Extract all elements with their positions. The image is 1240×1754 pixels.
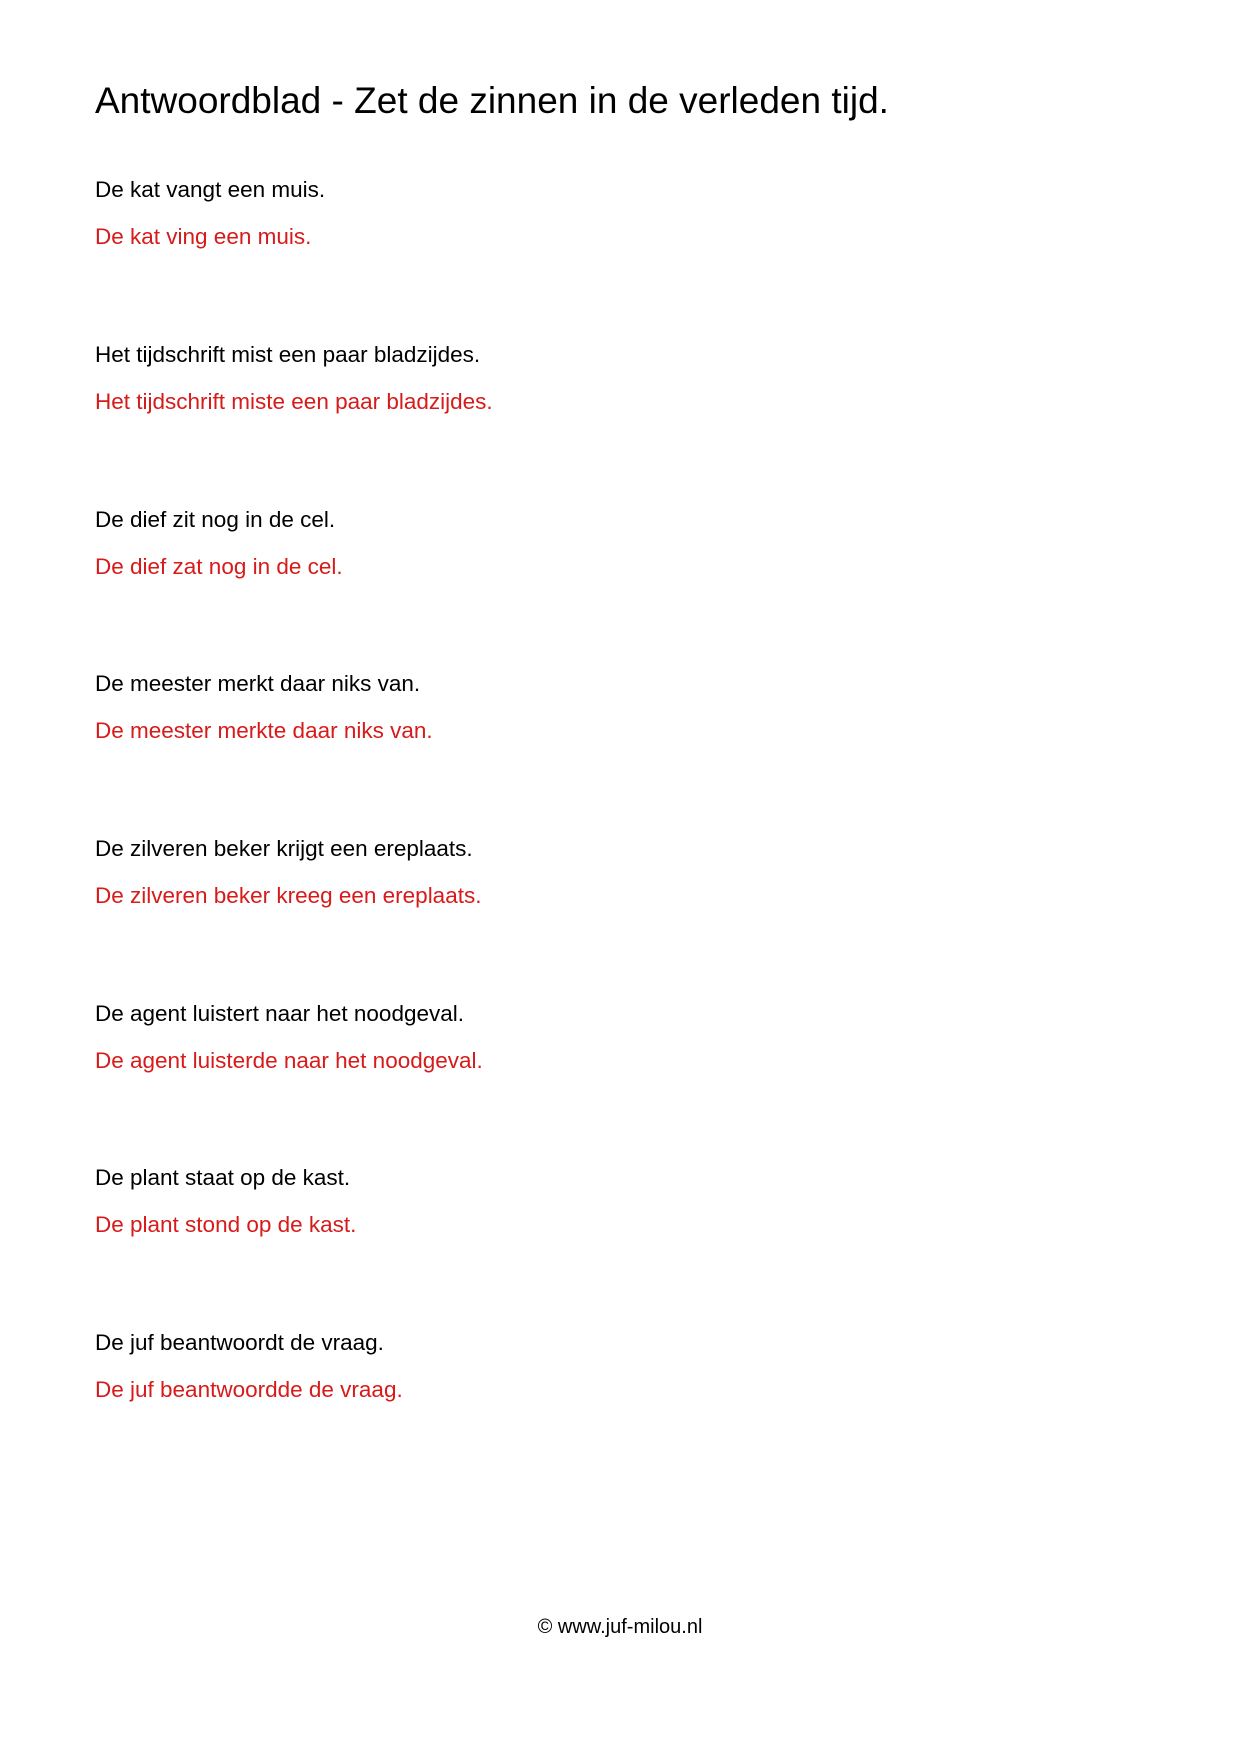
exercise-item-4 <box>95 669 1095 746</box>
answer-sentence: De meester merkte daar niks van. <box>95 718 433 743</box>
question-sentence: De dief zit nog in de cel. <box>95 507 336 532</box>
answer-sentence: De agent luisterde naar het noodgeval. <box>95 1048 483 1073</box>
exercise-item-1 <box>95 175 1095 252</box>
question-sentence: De meester merkt daar niks van. <box>95 671 421 696</box>
question-sentence: Het tijdschrift mist een paar bladzijdes. <box>95 342 481 367</box>
copyright-footer: © www.juf-milou.nl <box>537 1616 703 1638</box>
exercise-item-6 <box>95 999 1095 1076</box>
answer-sentence: De juf beantwoordde de vraag. <box>95 1377 403 1402</box>
question-sentence: De juf beantwoordt de vraag. <box>95 1330 384 1355</box>
question-sentence: De kat vangt een muis. <box>95 177 326 202</box>
question-sentence: De agent luistert naar het noodgeval. <box>95 1001 464 1026</box>
exercise-item-5 <box>95 834 1095 911</box>
exercise-item-2 <box>95 340 1095 417</box>
exercise-item-7 <box>95 1163 1095 1240</box>
answer-sentence: De dief zat nog in de cel. <box>95 554 343 579</box>
answer-sentence: De plant stond op de kast. <box>95 1212 357 1237</box>
answer-sentence: De zilveren beker kreeg een ereplaats. <box>95 883 482 908</box>
question-sentence: De zilveren beker krijgt een ereplaats. <box>95 836 473 861</box>
question-sentence: De plant staat op de kast. <box>95 1165 351 1190</box>
answer-sentence: Het tijdschrift miste een paar bladzijdes. <box>95 389 493 414</box>
exercise-item-3 <box>95 505 1095 582</box>
answer-sentence: De kat ving een muis. <box>95 224 312 249</box>
exercise-item-8 <box>95 1328 1095 1405</box>
page-title: Antwoordblad - Zet de zinnen in de verleden tijd. <box>95 80 889 121</box>
